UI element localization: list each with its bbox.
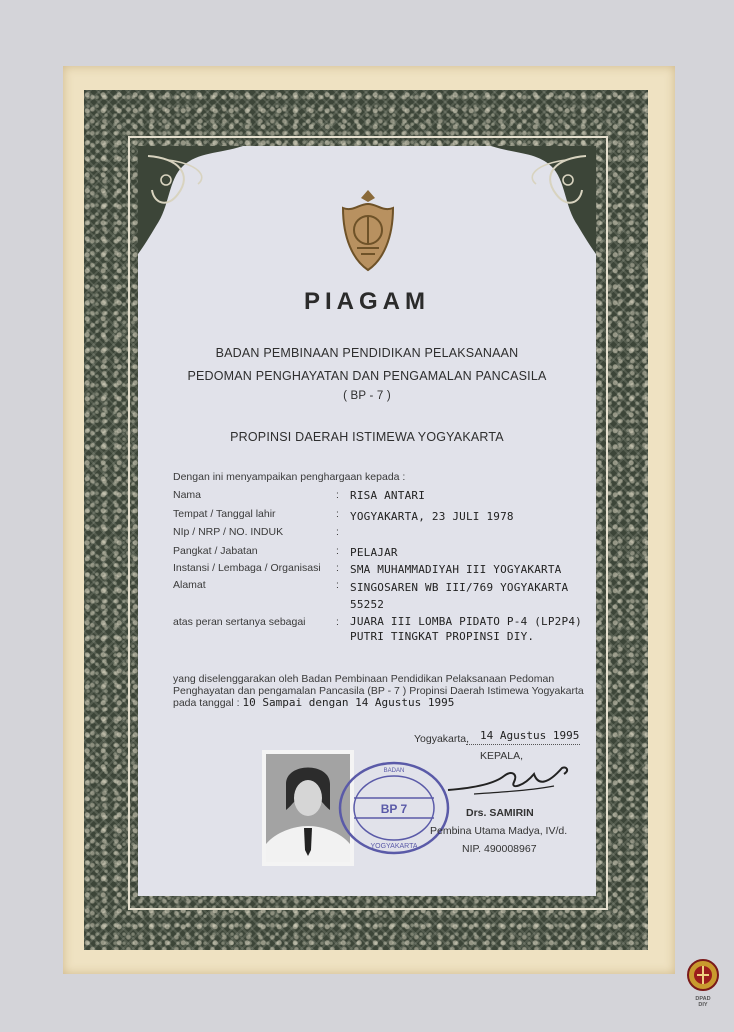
field-value-name: RISA ANTARI [350,489,426,502]
colon: : [336,526,339,538]
colon: : [336,545,339,557]
field-label: Pangkat / Jabatan [173,545,258,557]
closing-line-2: Penghayatan dan pengamalan Pancasila (BP - 7 ) Propinsi Daerah Istimewa Yogyakarta [173,685,584,697]
field-value-rank: PELAJAR [350,546,398,559]
issuer-line-1: BADAN PEMBINAAN PENDIDIKAN PELAKSANAAN [215,346,519,360]
official-stamp-icon [336,760,454,856]
watermark-line-1: DPAD [695,996,711,1002]
field-label: Instansi / Lembaga / Organisasi [173,562,321,574]
colon: : [336,508,339,520]
closing-date: 10 Sampai dengan 14 Agustus 1995 [242,696,455,709]
signer-position: KEPALA, [480,750,523,762]
colon: : [336,579,339,591]
field-label: atas peran sertanya sebagai [173,616,306,628]
colon: : [336,616,339,628]
signer-name: Drs. SAMIRIN [466,807,534,819]
sign-date-dotted-line [466,744,580,745]
field-value-role: JUARA III LOMBA PIDATO P-4 (LP2P4) [350,615,582,628]
closing-line-3 [173,697,603,709]
emblem-icon [333,188,403,272]
intro-text: Dengan ini menyampaikan penghargaan kepada : [173,471,406,483]
corner-ornament-left [138,146,248,256]
colon: : [336,489,339,501]
field-value-address-2: 55252 [350,598,385,611]
issuer-province: PROPINSI DAERAH ISTIMEWA YOGYAKARTA [230,430,504,444]
colon: : [336,562,339,574]
field-label: Alamat [173,579,206,591]
field-value-birth: YOGYAKARTA, 23 JULI 1978 [350,510,514,523]
stamp-ring-top: BADAN [383,768,405,774]
closing-date-prefix: pada tanggal : [173,697,240,709]
signature-icon [444,760,574,800]
closing-line-1: yang diselenggarakan oleh Badan Pembinaan Pendidikan Pelaksanaan Pedoman [173,673,555,685]
field-label: Tempat / Tanggal lahir [173,508,276,520]
field-label: Nama [173,489,202,501]
field-label: NIp / NRP / NO. INDUK [173,526,284,538]
signer-nip: NIP. 490008967 [462,843,537,855]
field-value-role-2: PUTRI TINGKAT PROPINSI DIY. [350,630,535,643]
certificate-title: PIAGAM [304,288,430,315]
issuer-line-2: PEDOMAN PENGHAYATAN DAN PENGAMALAN PANCASILA [187,369,547,383]
dpad-diy-logo-icon [686,958,720,992]
watermark-line-2: DIY [698,1002,708,1008]
sign-date: 14 Agustus 1995 [480,729,580,742]
field-value-institution: SMA MUHAMMADIYAH III YOGYAKARTA [350,563,562,576]
watermark-text [686,996,720,1008]
stamp-ring-bottom: YOGYAKARTA [370,843,418,850]
field-value-address: SINGOSAREN WB III/769 YOGYAKARTA [350,581,569,594]
issuer-line-3: ( BP - 7 ) [343,390,391,402]
corner-ornament-right [486,146,596,256]
signer-rank: Pembina Utama Madya, IV/d. [430,825,568,837]
stamp-label: BP 7 [380,802,408,816]
sign-place: Yogyakarta, [414,733,470,745]
